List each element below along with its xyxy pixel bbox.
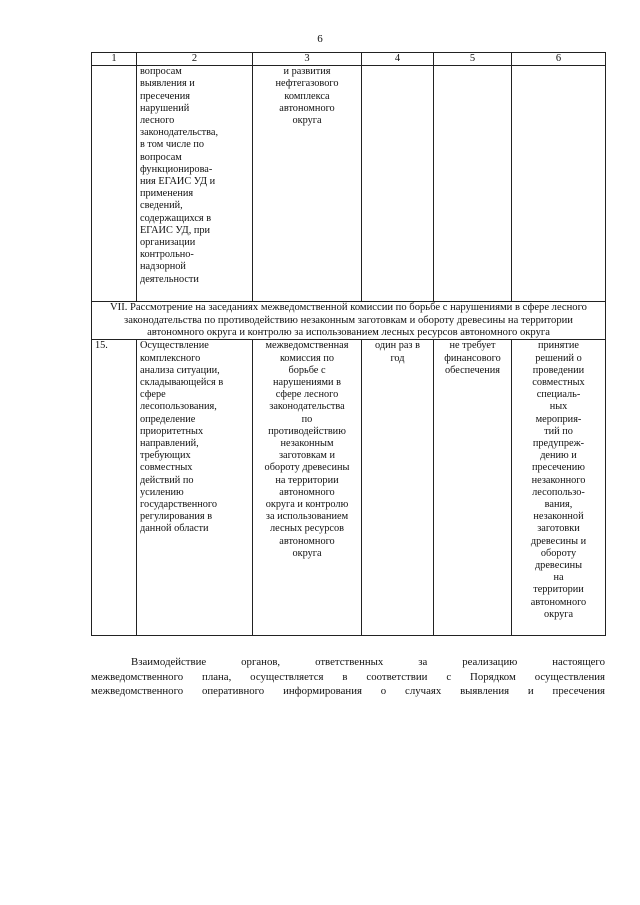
section-heading-row (92, 302, 606, 340)
table-header-row (92, 53, 606, 66)
table-row-15 (92, 340, 606, 636)
interagency-plan-table (91, 52, 606, 636)
cell-deadline (362, 66, 434, 302)
section-heading: VII. Рассмотрение на заседаниях межведомственной комиссии по борьбе с нарушениями в сфере лесного законодательства по противодействию незаконным заготовкам и обороту древесины на территории автономного округа и контролю за использованием лесных ресурсов автономного округа (92, 302, 606, 340)
cell-deadline: один раз в год (362, 340, 434, 636)
cell-number (92, 66, 137, 302)
column-header-4: 4 (362, 53, 434, 66)
table-row-continuation (92, 66, 606, 302)
cell-result (512, 66, 606, 302)
page-number: 6 (317, 33, 323, 45)
cell-result: принятие решений о проведении совместных специаль- ных мероприя- тий по предупреж- дению и пресечению незаконного лесопользо- вания, незаконной заготовки древесины и обороту древесины на территории автономного округа (512, 340, 606, 636)
cell-activity: Осуществление комплексного анализа ситуации, складывающейся в сфере лесопользования, определение приоритетных направлений, требующих совместных действий по усилению государственного регулирования в данной области (137, 340, 253, 636)
cell-responsible: и развития нефтегазового комплекса автономного округа (253, 66, 362, 302)
column-header-2: 2 (137, 53, 253, 66)
paragraph-line: межведомственного оперативного информирования о случаях выявления и пресечения (91, 685, 605, 698)
cell-activity: вопросам выявления и пресечения нарушений лесного законодательства, в том числе по вопросам функционирова- ния ЕГАИС УД и применения сведений, содержащихся в ЕГАИС УД, при организации контрольно- надзорной деятельности (137, 66, 253, 302)
column-header-1: 1 (92, 53, 137, 66)
column-header-6: 6 (512, 53, 606, 66)
column-header-3: 3 (253, 53, 362, 66)
paragraph-line: Взаимодействие органов, ответственных за реализацию настоящего (131, 656, 605, 668)
cell-number: 15. (92, 340, 137, 636)
cell-responsible: межведомственная комиссия по борьбе с нарушениями в сфере лесного законодательства по противодействию незаконным заготовкам и обороту древесины на территории автономного округа и контролю за использованием лесных ресурсов автономного округа (253, 340, 362, 636)
paragraph-line: межведомственного плана, осуществляется в соответствии с Порядком осуществления (91, 670, 605, 683)
column-header-5: 5 (434, 53, 512, 66)
cell-funding: не требует финансового обеспечения (434, 340, 512, 636)
cell-funding (434, 66, 512, 302)
body-paragraph (91, 655, 605, 699)
